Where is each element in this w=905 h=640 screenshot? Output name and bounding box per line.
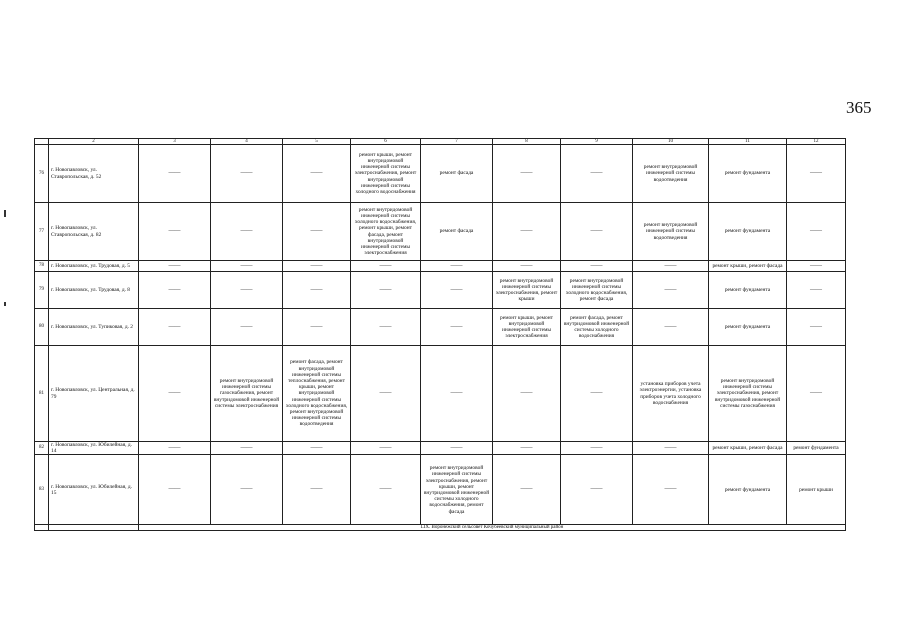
row-number: 76 [35, 145, 49, 203]
empty-cell: —— [211, 145, 283, 203]
header-cell: 10 [633, 139, 709, 145]
table-row [35, 309, 846, 346]
empty-cell: —— [139, 346, 211, 442]
table-row [35, 455, 846, 525]
empty-cell: —— [211, 455, 283, 525]
work-type-cell: ремонт внутридомовой инженерной системы электроснабжения, ремонт внутридомовой инженерной системы газоснабжения [709, 346, 787, 442]
address-cell: г. Новопавловск, ул. Юбилейная, д. 15 [49, 455, 139, 525]
empty-cell: —— [211, 203, 283, 261]
address-cell: г. Новопавловск, ул. Трудовая, д. 5 [49, 261, 139, 272]
empty-cell: —— [493, 442, 561, 455]
header-cell: 11 [709, 139, 787, 145]
empty-cell: —— [211, 309, 283, 346]
empty-cell: —— [787, 346, 846, 442]
header-cell: 6 [351, 139, 421, 145]
empty-cell: —— [283, 309, 351, 346]
work-type-cell: ремонт фасада, ремонт внутридомовой инженерной системы холодного водоснабжения [561, 309, 633, 346]
empty-cell: —— [351, 442, 421, 455]
empty-cell: —— [283, 203, 351, 261]
section-row [35, 525, 846, 531]
empty-cell: —— [351, 261, 421, 272]
address-cell: г. Новопавловск, ул. Ставропольская, д. 82 [49, 203, 139, 261]
address-cell: г. Новопавловск, ул. Тупиковая, д. 2 [49, 309, 139, 346]
page-number: 365 [846, 98, 872, 117]
empty-cell: —— [351, 455, 421, 525]
section-title: LIX. Воронежский сельсовет Кочубеевский муниципальный район [139, 525, 846, 531]
empty-cell: —— [211, 272, 283, 309]
empty-cell: —— [421, 309, 493, 346]
scan-margin-mark [4, 302, 6, 306]
work-type-cell: ремонт крыши, ремонт фасада [709, 261, 787, 272]
empty-cell: —— [787, 261, 846, 272]
empty-cell: —— [561, 145, 633, 203]
work-type-cell: ремонт крыши [787, 455, 846, 525]
empty-cell: —— [283, 442, 351, 455]
empty-cell: —— [633, 455, 709, 525]
header-cell: 8 [493, 139, 561, 145]
header-cell: 2 [49, 139, 139, 145]
empty-cell: —— [787, 145, 846, 203]
empty-cell: —— [493, 203, 561, 261]
work-type-cell: ремонт фасада [421, 203, 493, 261]
work-type-cell: ремонт фасада, ремонт внутридомовой инженерной системы теплоснабжения, ремонт крыши, ремонт внутридомовой инженерной системы холодного водоснабжения, ремонт внутридомовой инженерной системы водоотведения [283, 346, 351, 442]
empty-cell: —— [139, 272, 211, 309]
empty-cell: —— [421, 346, 493, 442]
row-number: 80 [35, 309, 49, 346]
empty-cell: —— [421, 442, 493, 455]
work-type-cell: ремонт фундамента [709, 203, 787, 261]
empty-cell: —— [633, 442, 709, 455]
empty-cell: —— [633, 272, 709, 309]
row-number: 81 [35, 346, 49, 442]
empty-cell: —— [211, 261, 283, 272]
empty-cell: —— [787, 203, 846, 261]
table-row [35, 346, 846, 442]
empty-cell: —— [787, 309, 846, 346]
header-cell: 7 [421, 139, 493, 145]
empty-cell: —— [139, 203, 211, 261]
work-type-cell: ремонт внутридомовой инженерной системы водоотведения [633, 203, 709, 261]
table-row [35, 261, 846, 272]
empty-cell: —— [561, 455, 633, 525]
empty-cell: —— [283, 455, 351, 525]
work-type-cell: ремонт внутридомовой инженерной системы холодного водоснабжения, ремонт фасада [561, 272, 633, 309]
table-row [35, 442, 846, 455]
repair-program-table [34, 138, 846, 531]
section-blank-cell [35, 525, 49, 531]
row-number: 77 [35, 203, 49, 261]
address-cell: г. Новопавловск, ул. Юбилейная, д. 14 [49, 442, 139, 455]
empty-cell: —— [561, 203, 633, 261]
table-row [35, 272, 846, 309]
row-number: 82 [35, 442, 49, 455]
empty-cell: —— [139, 145, 211, 203]
address-cell: г. Новопавловск, ул. Трудовая, д. 8 [49, 272, 139, 309]
empty-cell: —— [351, 309, 421, 346]
scan-margin-mark [4, 210, 6, 217]
work-type-cell: ремонт фундамента [787, 442, 846, 455]
row-number: 78 [35, 261, 49, 272]
header-cell: 5 [283, 139, 351, 145]
empty-cell: —— [493, 455, 561, 525]
table-row [35, 203, 846, 261]
empty-cell: —— [421, 261, 493, 272]
empty-cell: —— [283, 145, 351, 203]
work-type-cell: ремонт внутридомовой инженерной системы холодного водоснабжения, ремонт крыши, ремонт фасада, ремонт внутридомовой инженерной системы электроснабжения [351, 203, 421, 261]
empty-cell: —— [283, 272, 351, 309]
work-type-cell: ремонт фундамента [709, 145, 787, 203]
empty-cell: —— [561, 261, 633, 272]
empty-cell: —— [351, 272, 421, 309]
work-type-cell: ремонт внутридомовой инженерной системы электроснабжения, ремонт крыши [493, 272, 561, 309]
empty-cell: —— [139, 442, 211, 455]
address-cell: г. Новопавловск, ул. Центральная, д. 79 [49, 346, 139, 442]
table-row [35, 145, 846, 203]
work-type-cell: ремонт фасада [421, 145, 493, 203]
header-cell: 9 [561, 139, 633, 145]
empty-cell: —— [493, 261, 561, 272]
empty-cell: —— [787, 272, 846, 309]
empty-cell: —— [283, 261, 351, 272]
work-type-cell: ремонт фундамента [709, 455, 787, 525]
empty-cell: —— [139, 309, 211, 346]
header-cell: 12 [787, 139, 846, 145]
work-type-cell: ремонт крыши, ремонт фасада [709, 442, 787, 455]
row-number: 83 [35, 455, 49, 525]
empty-cell: —— [633, 261, 709, 272]
work-type-cell: ремонт крыши, ремонт внутридомовой инженерной системы электроснабжения, ремонт внутридомовой инженерной системы холодного водоснабжения [351, 145, 421, 203]
table-body [35, 139, 846, 531]
work-type-cell: ремонт крыши, ремонт внутридомовой инженерной системы электроснабжения [493, 309, 561, 346]
empty-cell: —— [139, 455, 211, 525]
empty-cell: —— [421, 272, 493, 309]
work-type-cell: ремонт внутридомовой инженерной системы водоотведения [633, 145, 709, 203]
work-type-cell: ремонт фундамента [709, 309, 787, 346]
empty-cell: —— [633, 309, 709, 346]
work-type-cell: ремонт внутридомовой инженерной системы электроснабжения, ремонт крыши, ремонт внутридомовой инженерной системы холодного водоснабжения, ремонт фасада [421, 455, 493, 525]
empty-cell: —— [211, 442, 283, 455]
address-cell: г. Новопавловск, ул. Ставропольская, д. 52 [49, 145, 139, 203]
empty-cell: —— [561, 346, 633, 442]
header-cell: 3 [139, 139, 211, 145]
section-blank-cell [49, 525, 139, 531]
work-type-cell: установка приборов учета электроэнергии, установка приборов учета холодного водоснабжения [633, 346, 709, 442]
work-type-cell: ремонт внутридомовой инженерной системы газоснабжения, ремонт внутридомовой инженерной системы электроснабжения [211, 346, 283, 442]
row-number: 79 [35, 272, 49, 309]
empty-cell: —— [561, 442, 633, 455]
header-cell: 4 [211, 139, 283, 145]
empty-cell: —— [139, 261, 211, 272]
empty-cell: —— [493, 346, 561, 442]
empty-cell: —— [351, 346, 421, 442]
work-type-cell: ремонт фундамента [709, 272, 787, 309]
empty-cell: —— [493, 145, 561, 203]
